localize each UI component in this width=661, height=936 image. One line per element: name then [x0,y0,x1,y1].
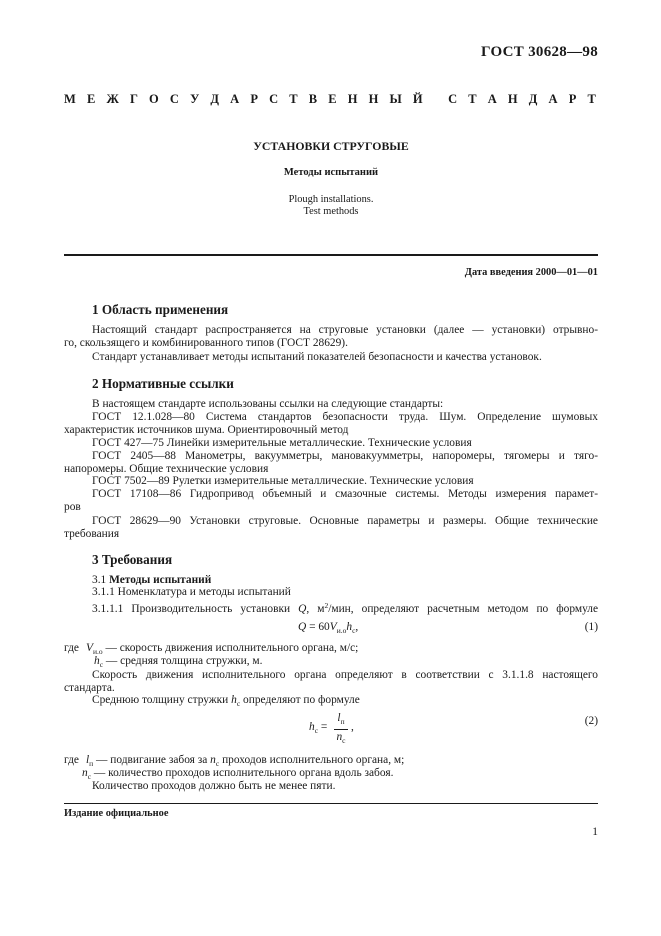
standard-type-letter: Т [289,92,298,106]
s1-p1-line1: Настоящий стандарт распространяется на струговые установки (далее — установки) отрывно- [92,324,598,336]
ref-line: требования [64,528,120,540]
document-title: УСТАНОВКИ СТРУГОВЫЕ [253,139,409,153]
standard-type-letter: Р [568,92,577,106]
ref-line: ров [64,501,81,513]
standard-type-letter: А [230,92,240,106]
edition-note: Издание официальное [64,808,169,819]
where-1-v: $V_{и.о}$ — скорость движения исполнительного органа, м/с; [86,642,359,656]
passes-para: Количество проходов должно быть не менее пяти. [92,780,336,792]
where-2-n: $n_c$ — количество проходов исполнительного органа вдоль забоя. [82,767,394,781]
s1-p1-line2: го, скользящего и комбинированного типов (ГОСТ 28629). [64,337,348,349]
standard-type-letter: Н [368,92,379,106]
formula-2-fraction [334,712,348,747]
s2-intro: В настоящем стандарте использованы ссылки на следующие стандарты: [92,398,444,410]
clause-3-1-title: Методы испытаний [109,574,212,586]
where-2-prefix: где [64,754,79,766]
english-title-line2: Test methods [303,206,359,217]
section-2-heading: 2 Нормативные ссылки [92,376,234,391]
speed-para-line1: Скорость движения исполнительного органа определяют в соответствии с 3.1.1.8 настоящего [92,669,598,681]
standard-type-letter: Р [250,92,258,106]
standard-type-letter: С [448,92,458,106]
top-divider [64,254,598,256]
standard-type-letter: С [269,92,279,106]
intro-date: Дата введения 2000—01—01 [464,267,598,278]
english-title-line1: Plough installations. [288,194,374,205]
formula-2-end: , [351,721,354,733]
standard-type-letter: А [487,92,497,106]
clause-3-1-1-1: 3.1.1.1 Производительность установки Q, $м^2$/мин, определяют расчетным методом по формуле [92,601,599,615]
standard-type-letter: Г [129,92,138,106]
formula-1: $Q = 60V_{и.о}h_c$, [298,621,359,635]
formula-2-lhs: $h_c$ = [309,721,328,735]
standard-type [64,92,596,107]
standard-type-letter: Н [347,92,358,106]
standard-type-letter: О [149,92,159,106]
s1-p2: Стандарт устанавливает методы испытаний показателей безопасности и качества установок. [92,351,542,363]
clause-3-1-1: 3.1.1 Номенклатура и методы испытаний [92,586,291,598]
gost-number: ГОСТ 30628—98 [480,44,598,60]
ref-line: ГОСТ 2405—88 Манометры, вакуумметры, мановакуумметры, напоромеры, тягомеры и тяго- [92,450,598,462]
where-1-prefix: где [64,642,79,654]
standard-type-letter: В [308,92,318,106]
where-2-l: $l_п$ — подвигание забоя за $n_c$ проходов исполнительного органа, м; [86,754,405,768]
thickness-para: Среднюю толщину стружки $h_c$ определяют по формуле [92,694,360,708]
speed-para-line2: стандарта. [64,682,115,694]
standard-type-letter: С [169,92,179,106]
formula-2-denominator: $n_c$ [336,731,346,745]
standard-type-letter: Е [86,92,96,106]
ref-line: ГОСТ 17108—86 Гидропривод объемный и смазочные системы. Методы измерения парамет- [92,488,598,500]
clause-3-1-number: 3.1 [92,574,107,586]
standard-type-letter: У [190,92,200,106]
section-1-heading: 1 Область применения [92,302,229,317]
standard-type-letter: Е [328,92,337,106]
standard-type-letter: Й [412,92,423,106]
standard-type-letter: Д [210,92,220,106]
standard-type-letter: Ы [389,92,402,106]
where-1-h: $h_c$ — средняя толщина стружки, м. [94,655,263,669]
standard-type-letter: Ж [106,92,119,106]
ref-line: напоромеры. Общие технические условия [64,463,269,475]
formula-2-numerator: $l_п$ [334,712,348,730]
ref-line: ГОСТ 7502—89 Рулетки измерительные металлические. Технические условия [92,475,474,487]
page-number: 1 [592,826,598,838]
ref-line: ГОСТ 427—75 Линейки измерительные металлические. Технические условия [92,437,472,449]
standard-type-letter: М [64,92,76,106]
bottom-divider [64,803,598,804]
standard-type-letter: Н [507,92,518,106]
standard-type-letter: Т [468,92,477,106]
standard-type-letter: А [548,92,558,106]
standard-type-letter: Д [528,92,538,106]
section-3-heading: 3 Требования [92,552,173,567]
document-subtitle: Методы испытаний [283,167,379,178]
formula-1-number: (1) [584,621,598,633]
ref-line: ГОСТ 12.1.028—80 Система стандартов безопасности труда. Шум. Определение шумовых [92,411,598,423]
formula-2-number: (2) [584,715,598,727]
standard-type-letters [64,92,596,107]
standard-type-letter [434,92,437,107]
ref-line: ГОСТ 28629—90 Установки струговые. Основные параметры и размеры. Общие технические [92,515,598,527]
ref-line: характеристик источников шума. Ориентировочный метод [64,424,349,436]
standard-type-letter: Т [587,92,596,106]
